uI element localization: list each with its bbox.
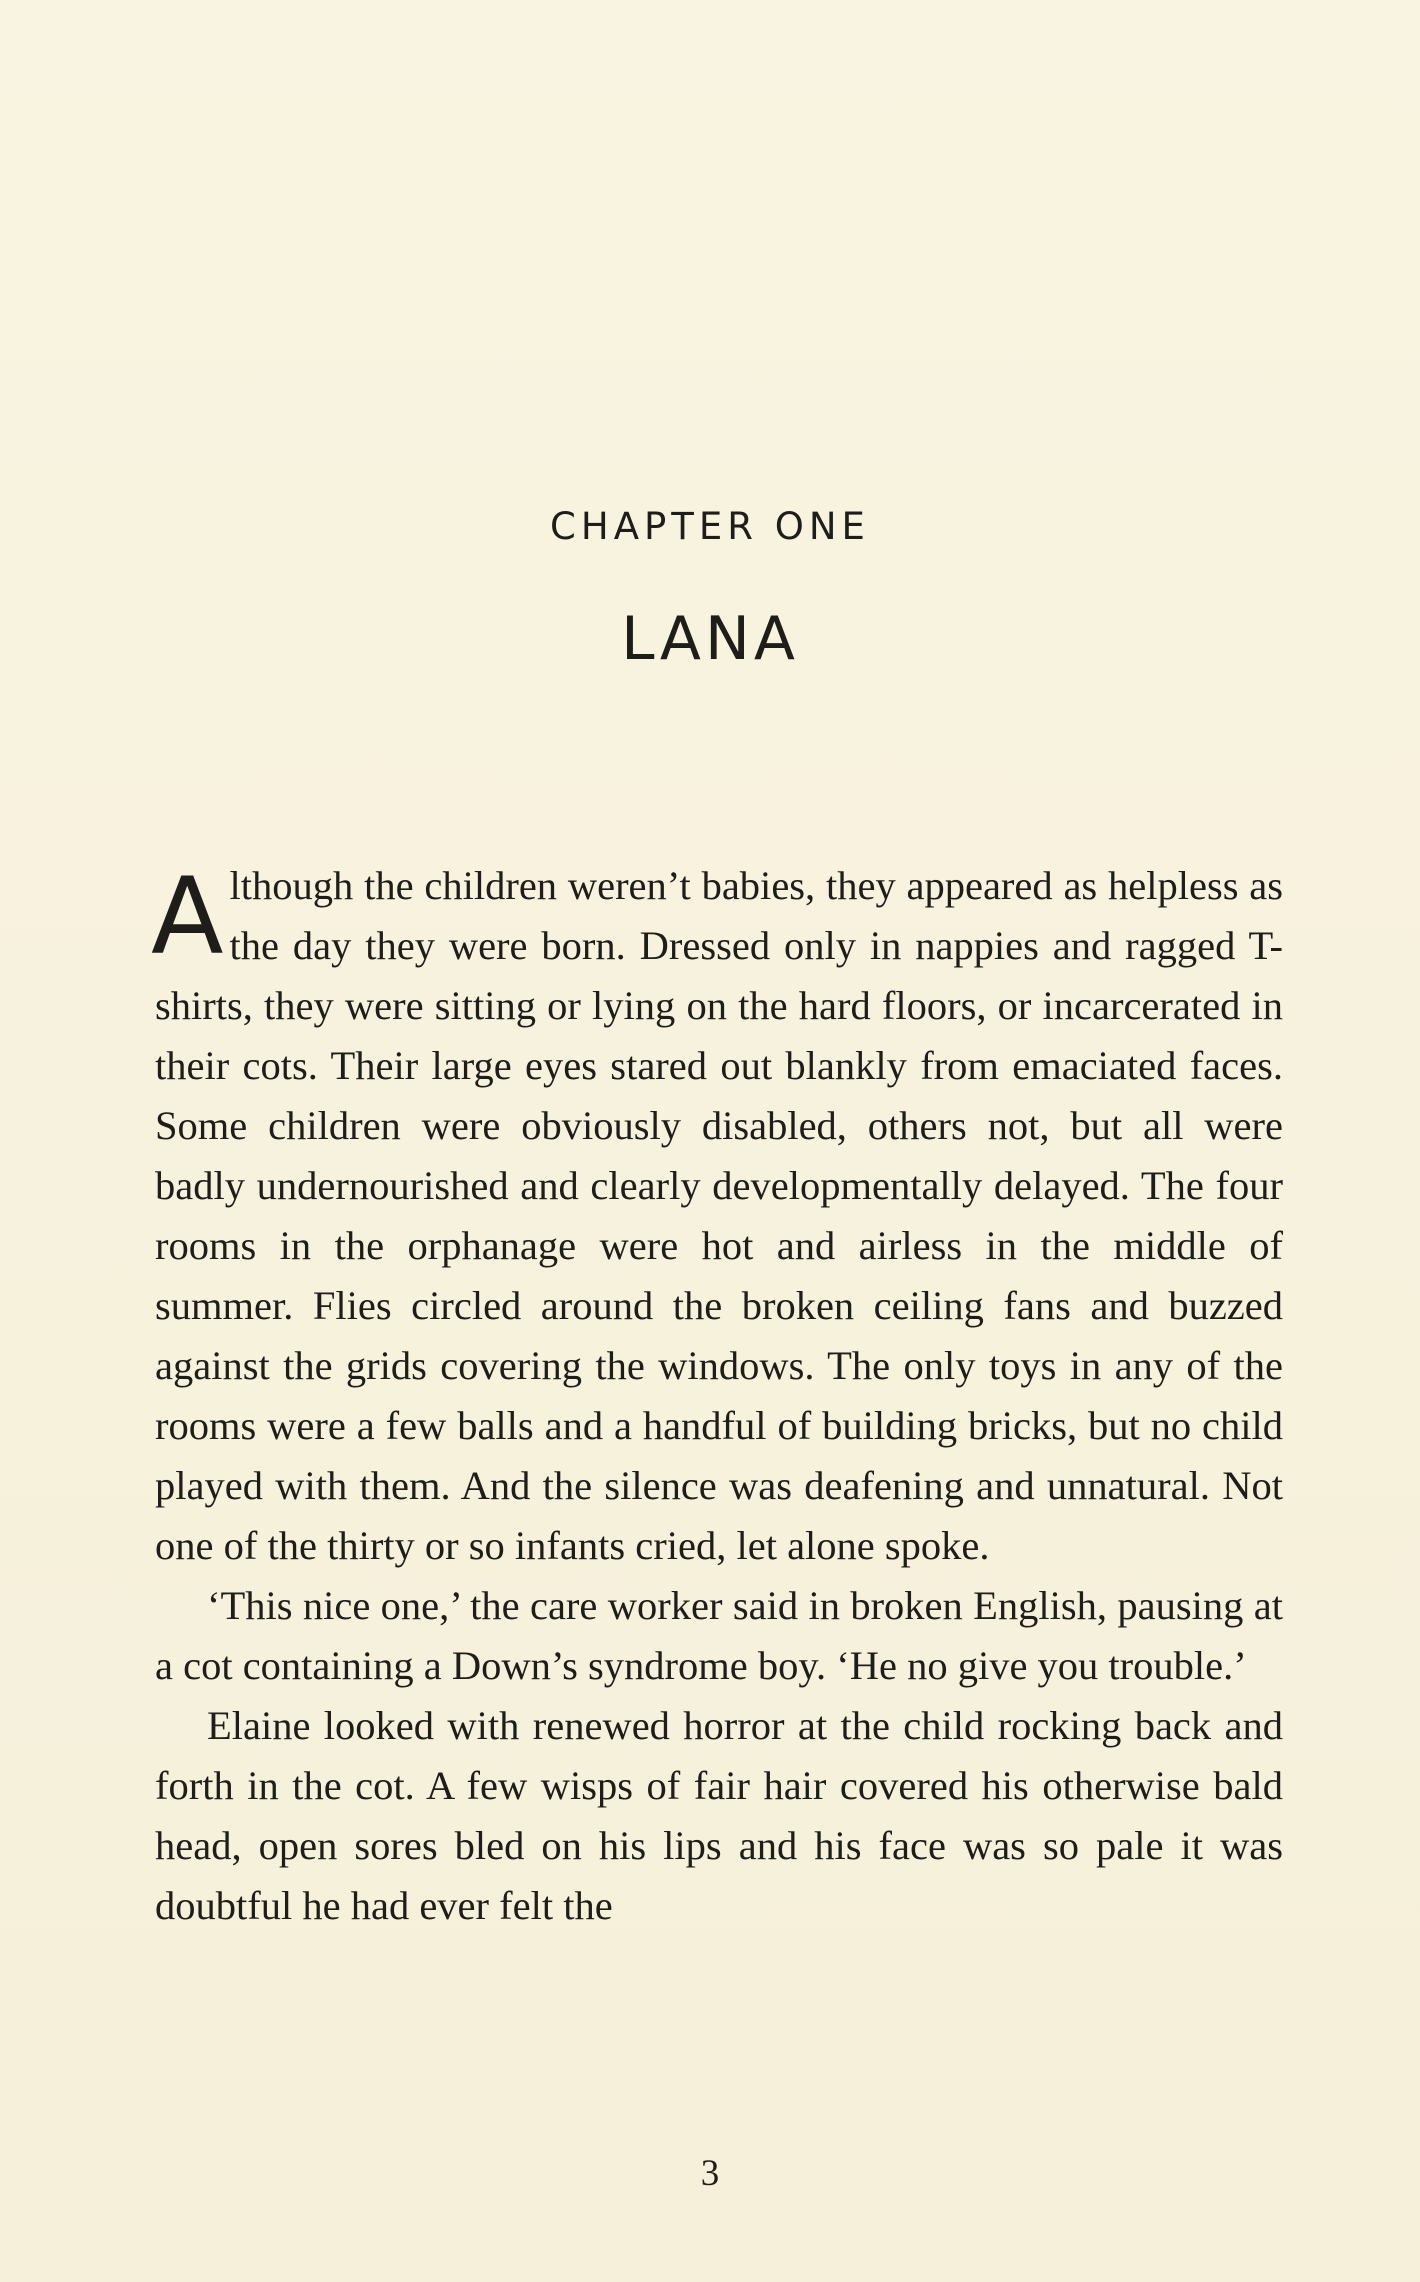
page-number: 3 xyxy=(700,2153,720,2194)
body-text xyxy=(151,855,1283,1936)
chapter-title: LANA xyxy=(621,604,799,674)
paragraph-2: ‘This nice one,’ the care worker said in broken English, pausing at a cot containing a Down’s syndrome boy. ‘He no give you trouble.’ xyxy=(155,1583,1283,1688)
paragraph-1-text: lthough the children weren’t babies, they appeared as helpless as the day they were born. Dressed only in nappies and ragged T-shirts, they were sitting or lying on the hard floors, or incarcerated in their cots. Their large eyes stared out blankly from emaciated faces. Some children were obviously disabled, others not, but all were badly undernourished and clearly developmentally delayed. The four rooms in the orphanage were hot and airless in the middle of summer. Flies circled around the broken ceiling fans and buzzed against the grids covering the windows. The only toys in any of the rooms were a few balls and a handful of building bricks, but no child played with them. And the silence was deafening and unnatural. Not one of the thirty or so infants cried, let alone spoke. xyxy=(155,863,1283,1568)
paragraph-1 xyxy=(151,855,1283,1576)
chapter-label: CHAPTER ONE xyxy=(550,505,870,548)
drop-cap: A xyxy=(151,855,224,978)
paragraph-3: Elaine looked with renewed horror at the child rocking back and forth in the cot. A few wisps of fair hair covered his otherwise bald head, open sores bled on his lips and his face was so pale it was doubtful he had ever felt the xyxy=(155,1703,1283,1928)
